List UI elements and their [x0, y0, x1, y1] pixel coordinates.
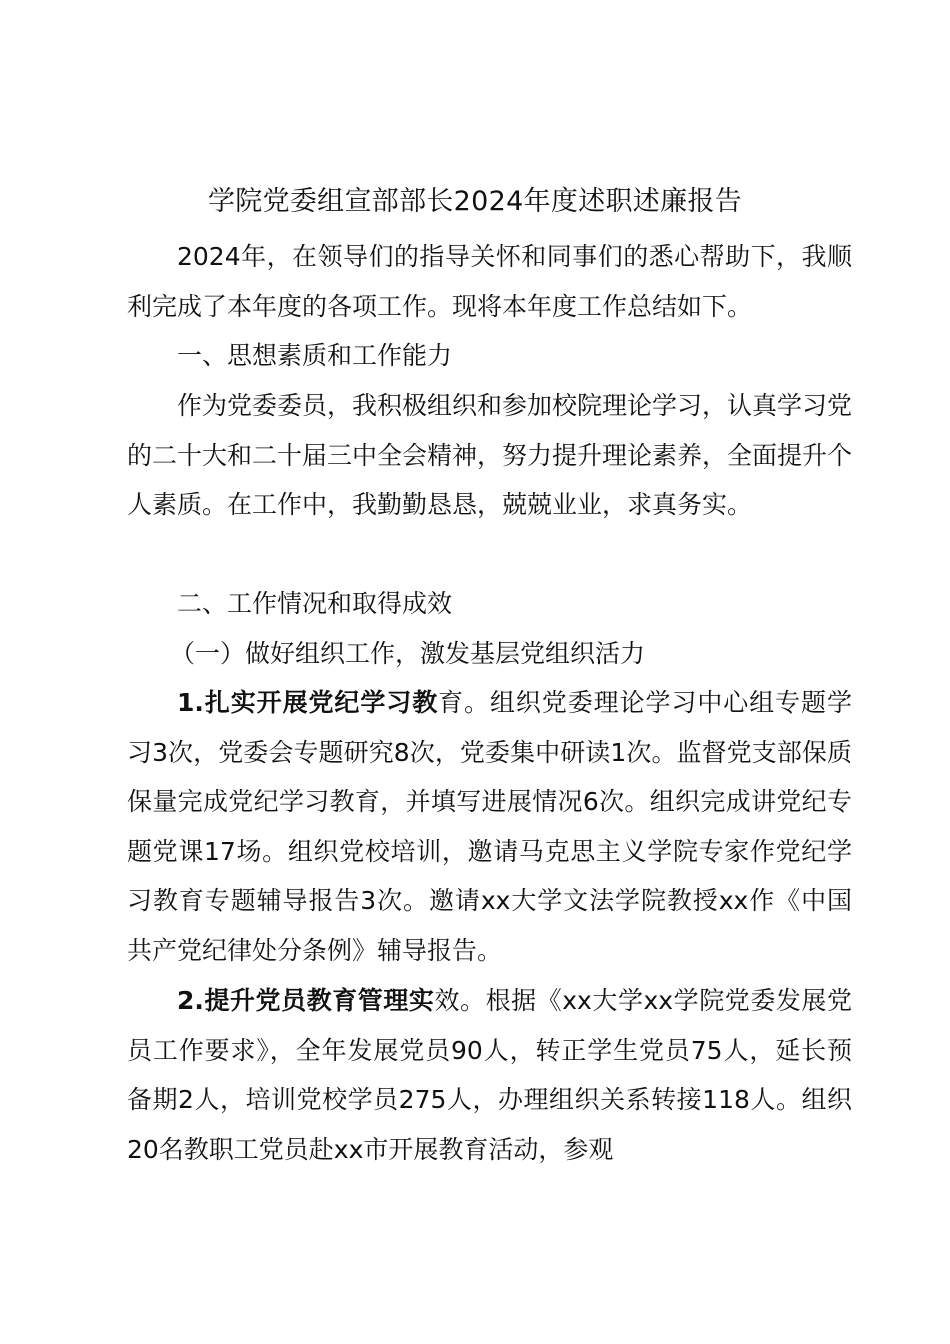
item-2-paragraph [127, 976, 852, 1174]
section-1-paragraph: 作为党委委员，我积极组织和参加校院理论学习，认真学习党的二十大和二十届三中全会精神，努力提升理论素养，全面提升个人素质。在工作中，我勤勤恳恳，兢兢业业，求真务实。 [127, 391, 853, 520]
item-1-lead: 1.扎实开展党纪学习教 [177, 688, 439, 717]
intro-paragraph: 2024年，在领导们的指导关怀和同事们的悉心帮助下，我顺利完成了本年度的各项工作。现将本年度工作总结如下。 [127, 242, 852, 321]
section-2-heading: 二、工作情况和取得成效 [177, 589, 453, 618]
item-2-body: 效。根据《xx大学xx学院党委发展党员工作要求》，全年发展党员90人，转正学生党员75人，延长预备期2人，培训党校学员275人，办理组织关系转接118人。组织20名教职工党员赴xx市开展教育活动，参观 [127, 986, 852, 1164]
section-1-heading: 一、思想素质和工作能力 [177, 341, 453, 370]
item-2-lead: 2.提升党员教育管理实 [177, 986, 435, 1015]
item-1-paragraph [127, 678, 852, 976]
item-1-body: 育。组织党委理论学习中心组专题学习3次，党委会专题研究8次，党委集中研读1次。监督党支部保质保量完成党纪学习教育，并填写进展情况6次。组织完成讲党纪专题党课17场。组织党校培训，邀请马克思主义学院专家作党纪学习教育专题辅导报告3次。邀请xx大学文法学院教授xx作《中国共产党纪律处分条例》辅导报告。 [127, 688, 852, 965]
document-title: 学院党委组宣部部长2024年度述职述廉报告 [207, 186, 742, 217]
subsection-1-heading: （一）做好组织工作，激发基层党组织活力 [170, 639, 646, 668]
